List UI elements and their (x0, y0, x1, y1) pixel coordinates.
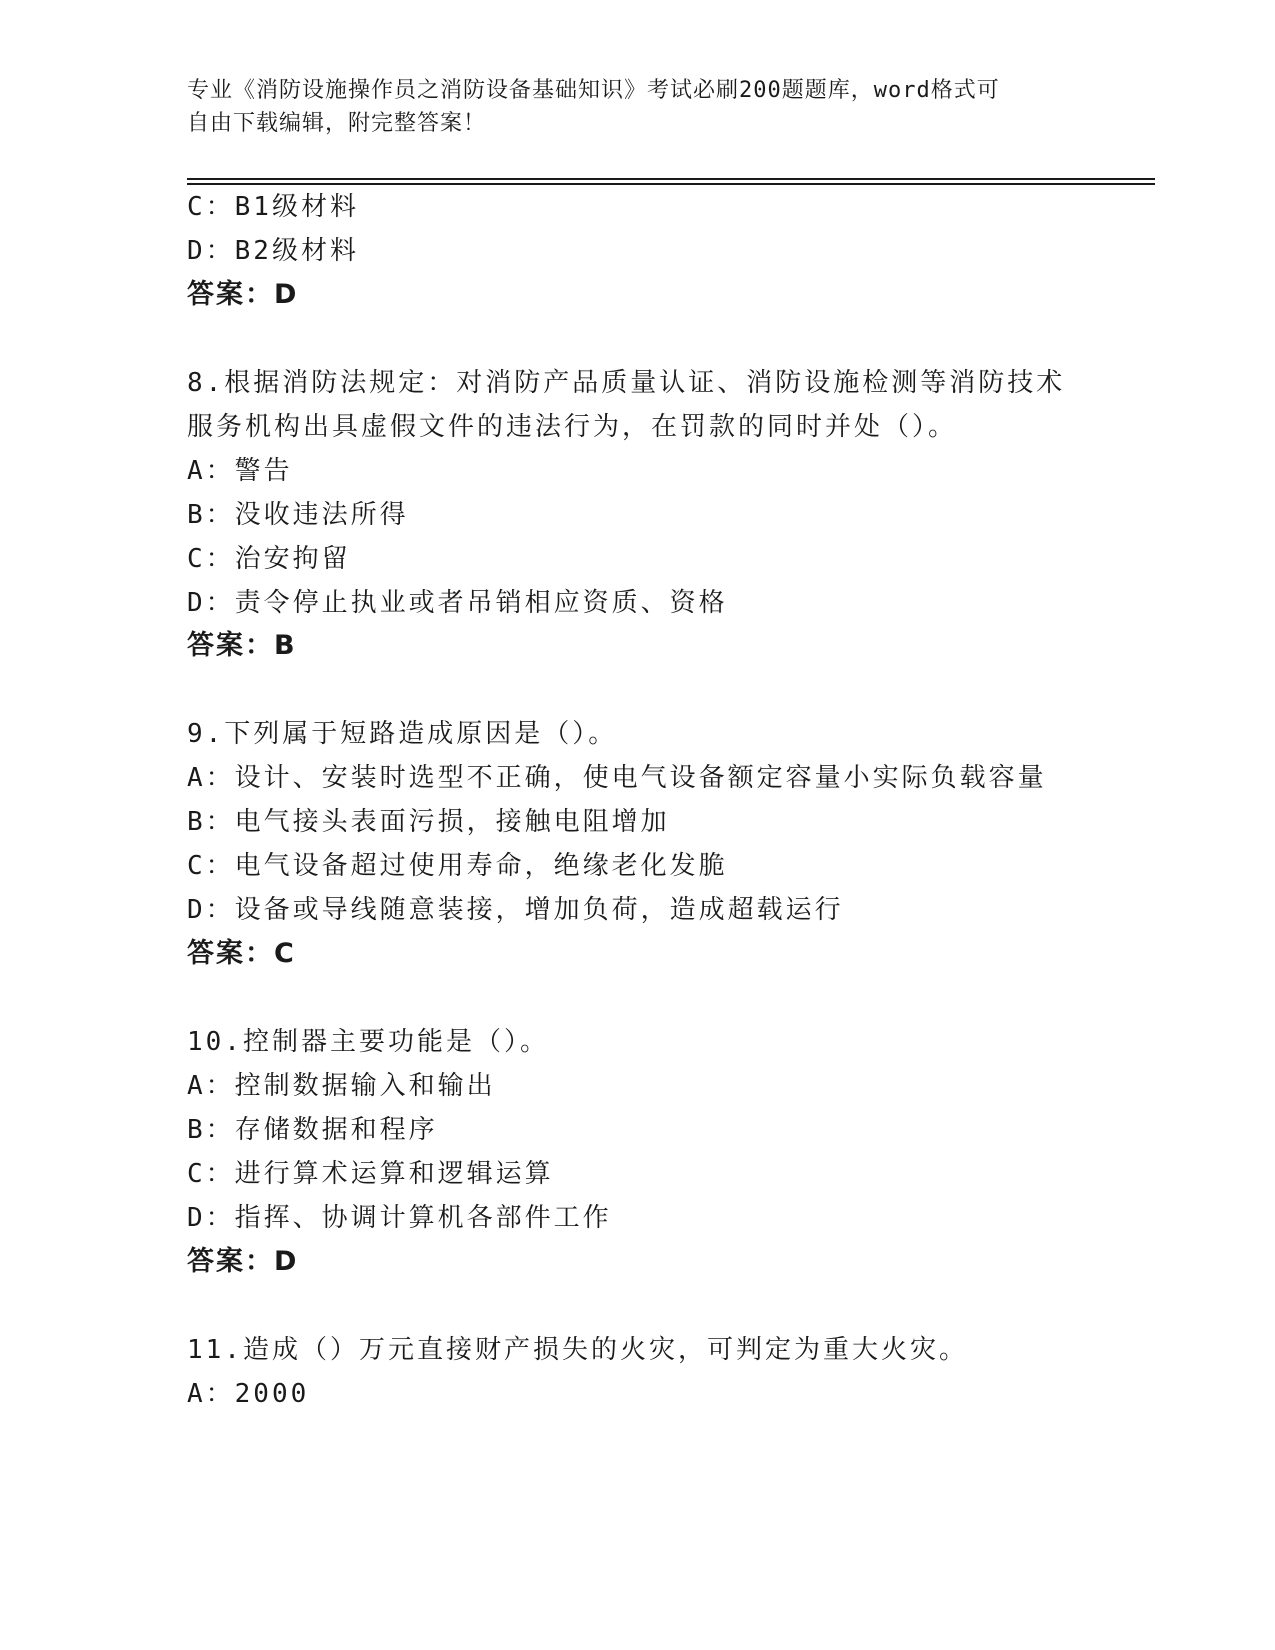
header-divider-bottom (187, 183, 1155, 185)
q8-option-b: B：没收违法所得 (187, 500, 409, 530)
header-line-2: 自由下载编辑，附完整答案！ (187, 111, 487, 136)
q9-stem: 9.下列属于短路造成原因是（）。 (187, 719, 618, 749)
q9-option-d: D：设备或导线随意装接，增加负荷，造成超载运行 (187, 895, 844, 925)
q8-option-d: D：责令停止执业或者吊销相应资质、资格 (187, 588, 728, 618)
q7-option-d: D：B2级材料 (187, 236, 359, 266)
q10-option-d: D：指挥、协调计算机各部件工作 (187, 1203, 612, 1233)
q8-option-c: C：治安拘留 (187, 544, 351, 574)
header-line-1: 专业《消防设施操作员之消防设备基础知识》考试必刷200题题库，word格式可 (187, 78, 1000, 103)
document-header (187, 74, 1087, 140)
q10-option-b: B：存储数据和程序 (187, 1115, 438, 1145)
q10-stem: 10.控制器主要功能是（）。 (187, 1027, 549, 1057)
q8-stem-line-2: 服务机构出具虚假文件的违法行为，在罚款的同时并处（）。 (187, 412, 958, 442)
q9-option-c: C：电气设备超过使用寿命，绝缘老化发脆 (187, 851, 728, 881)
q11-option-a: A：2000 (187, 1379, 310, 1409)
q10-option-c: C：进行算术运算和逻辑运算 (187, 1159, 554, 1189)
q11-stem: 11.造成（）万元直接财产损失的火灾，可判定为重大火灾。 (187, 1335, 968, 1365)
q7-answer: 答案：D (187, 279, 299, 310)
q7-option-c: C：B1级材料 (187, 192, 359, 222)
q8-stem-line-1: 8.根据消防法规定：对消防产品质量认证、消防设施检测等消防技术 (187, 368, 1066, 398)
q10-answer: 答案：D (187, 1246, 299, 1277)
q8-answer: 答案：B (187, 630, 297, 661)
q10-option-a: A：控制数据输入和输出 (187, 1071, 496, 1101)
q8-option-a: A：警告 (187, 456, 293, 486)
q9-option-a: A：设计、安装时选型不正确，使电气设备额定容量小实际负载容量 (187, 763, 1047, 793)
header-divider-top (187, 178, 1155, 180)
q9-option-b: B：电气接头表面污损，接触电阻增加 (187, 807, 670, 837)
q9-answer: 答案：C (187, 938, 296, 969)
